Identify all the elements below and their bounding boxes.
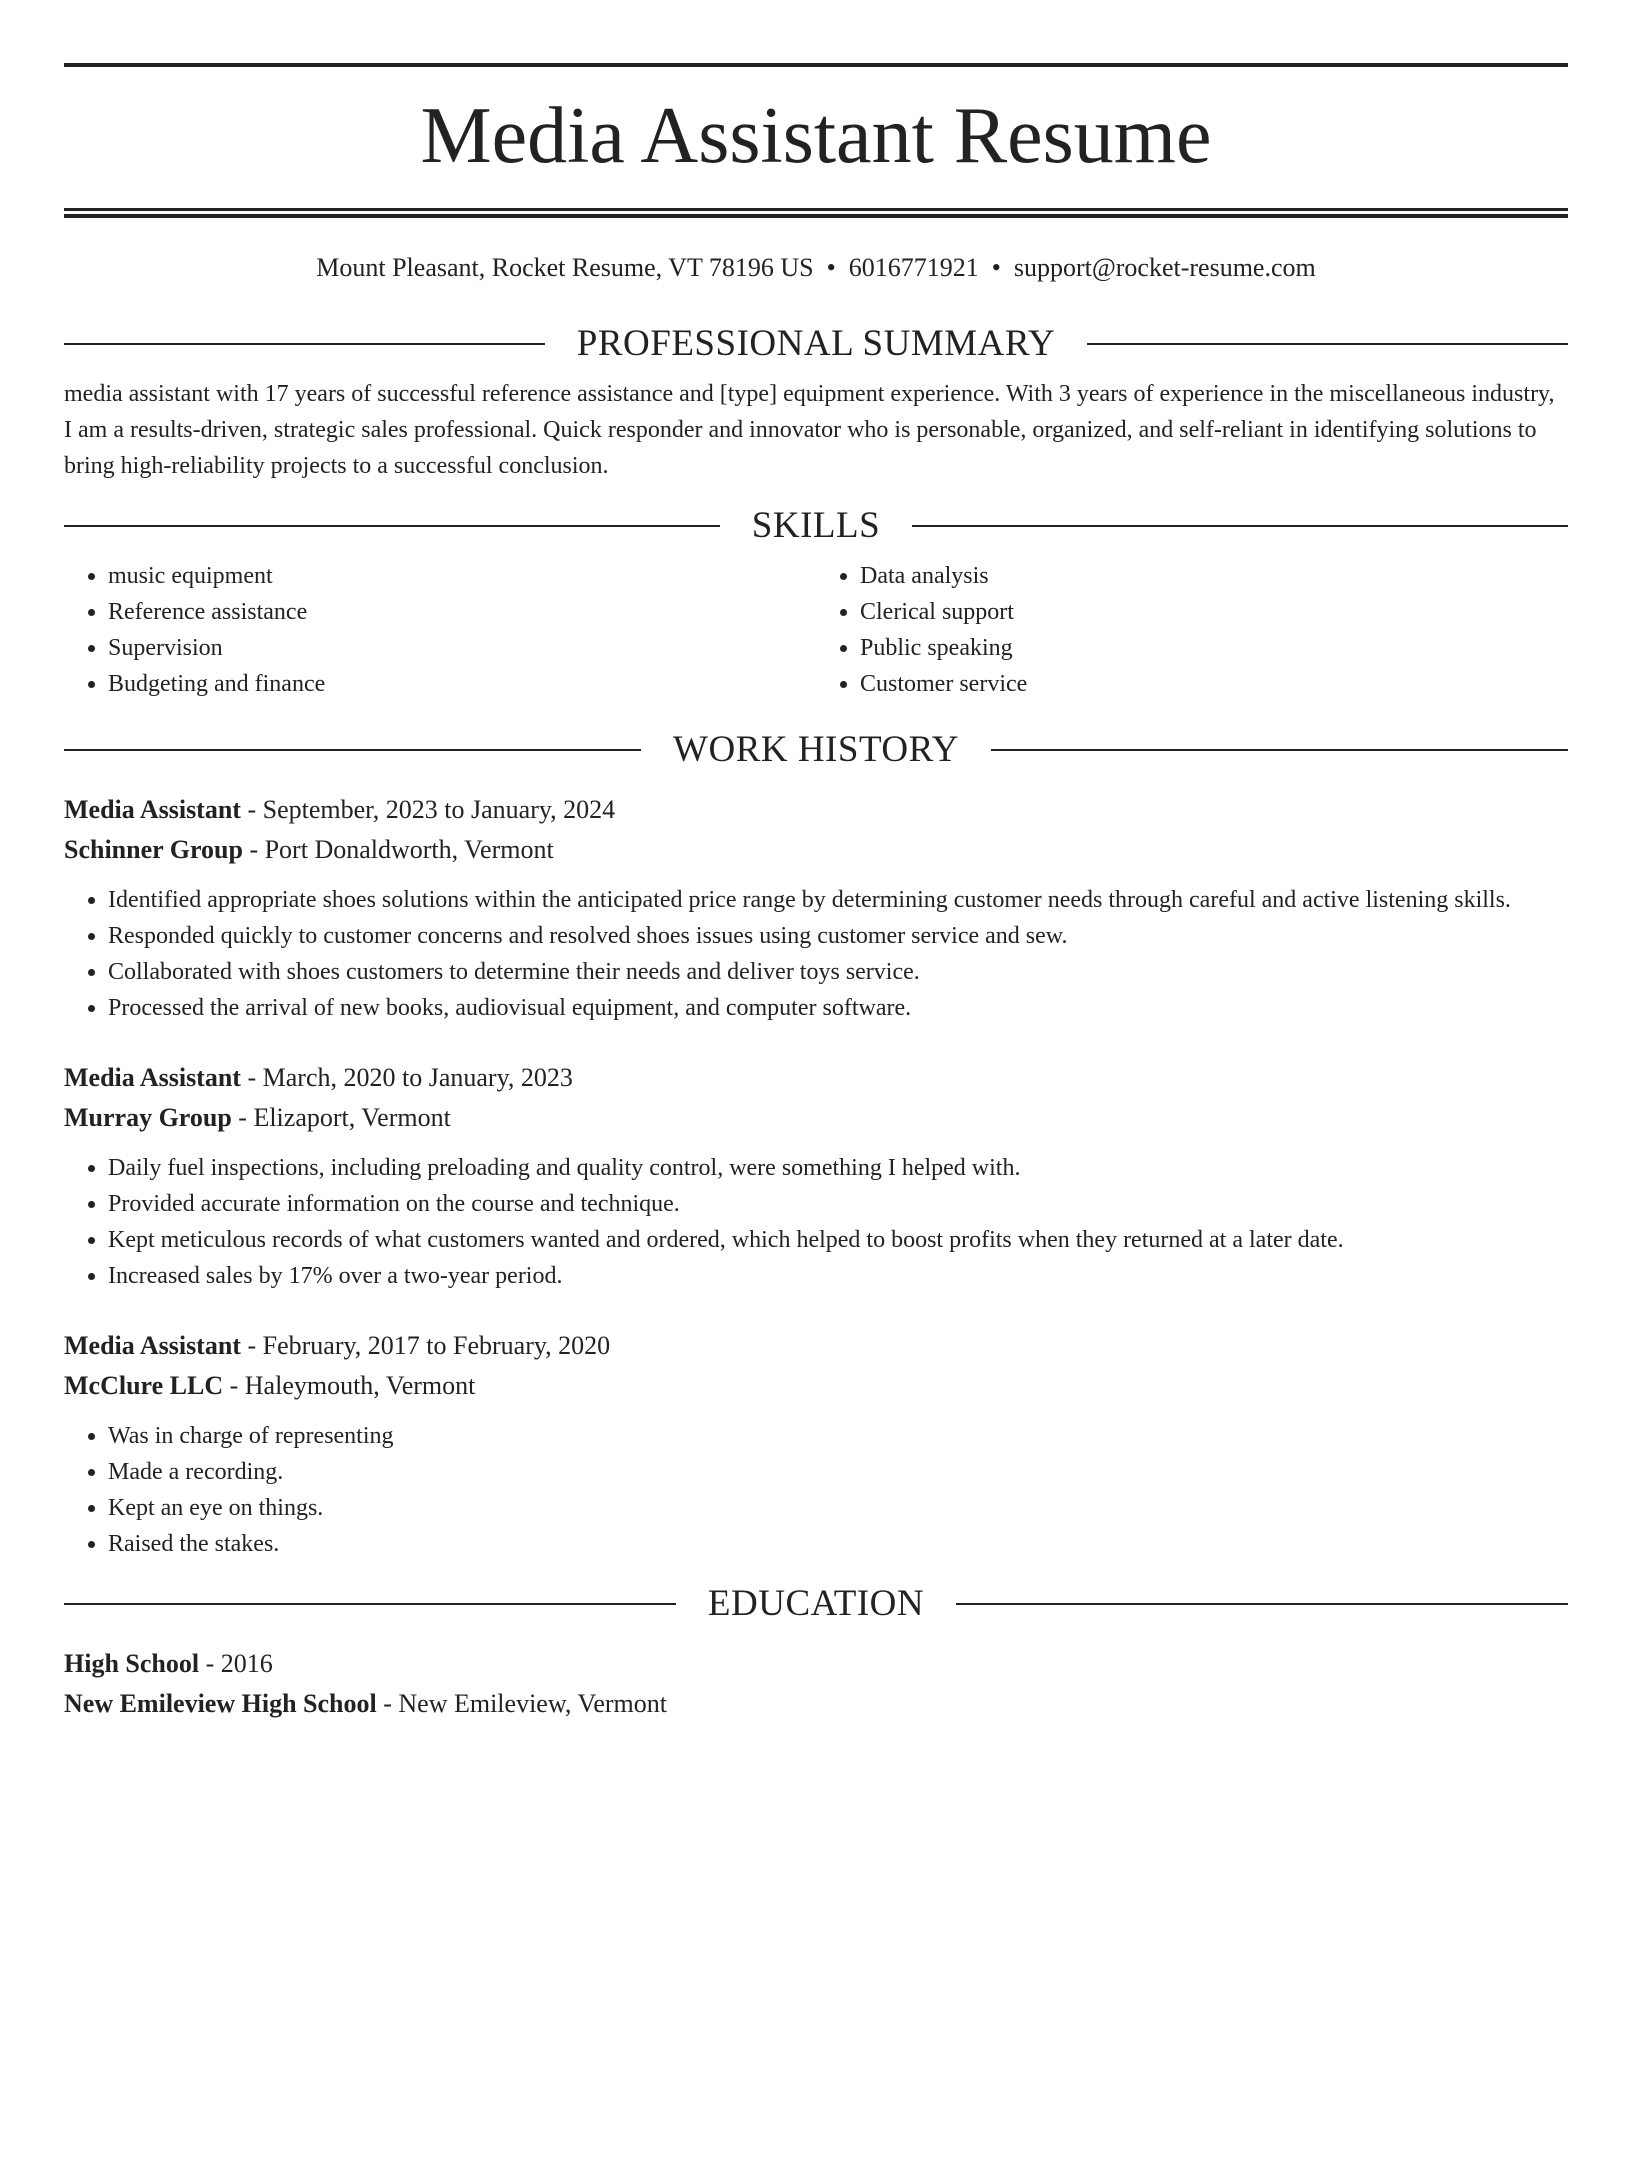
title-double-rule [64, 208, 1568, 218]
heading-rule-left [64, 1603, 676, 1605]
skill-item: • Supervision [108, 630, 816, 666]
skill-item: • Public speaking [860, 630, 1568, 666]
contact-separator: • [991, 253, 1001, 282]
education-degree-line [64, 1644, 1568, 1684]
section-title: PROFESSIONAL SUMMARY [576, 323, 1056, 364]
job-entry [64, 1058, 1568, 1294]
skill-item: • Customer service [860, 666, 1568, 702]
page-title: Media Assistant Resume [420, 92, 1212, 180]
resume-page [0, 63, 1632, 2175]
section-heading-skills [64, 504, 1568, 548]
job-bullet: • Processed the arrival of new books, audiovisual equipment, and computer software. [108, 990, 1568, 1026]
heading-rule-right [991, 749, 1568, 751]
education-degree: High School [64, 1649, 200, 1678]
contact-separator: • [826, 253, 836, 282]
summary-text: media assistant with 17 years of successful reference assistance and [type] equipment experience. With 3 years of experience in the miscellaneous industry, I am a results-driven, strategic sales professional. Quick responder and innovator who is personable, organized, and self-reliant in identifying solutions to bring high-reliability projects to a successful conclusion. [64, 381, 1555, 479]
job-bullet: • Was in charge of representing [108, 1418, 1568, 1454]
heading-rule-left [64, 525, 720, 527]
heading-rule-right [1087, 343, 1568, 345]
education-year: - 2016 [199, 1649, 273, 1678]
job-company: Schinner Group [64, 835, 243, 864]
skills-column-left [64, 558, 816, 702]
job-bullet: • Daily fuel inspections, including preloading and quality control, were something I helped with. [108, 1150, 1568, 1186]
job-bullet: • Made a recording. [108, 1454, 1568, 1490]
job-title-line [64, 790, 1568, 830]
job-dates: - March, 2020 to January, 2023 [240, 1063, 573, 1092]
section-heading-education [64, 1582, 1568, 1626]
contact-phone: 6016771921 [848, 253, 979, 282]
job-company-line [64, 1366, 1568, 1406]
skill-item: • Budgeting and finance [108, 666, 816, 702]
education-entry [64, 1644, 1568, 1724]
heading-rule-left [64, 343, 545, 345]
job-dates: - September, 2023 to January, 2024 [240, 795, 616, 824]
job-bullet: • Identified appropriate shoes solutions within the anticipated price range by determining customer needs through careful and active listening skills. [108, 882, 1568, 918]
job-bullets [64, 1150, 1568, 1294]
job-location: - Elizaport, Vermont [231, 1103, 451, 1132]
heading-rule-left [64, 749, 641, 751]
contact-address: Mount Pleasant, Rocket Resume, VT 78196 US [316, 253, 814, 282]
job-bullet: • Responded quickly to customer concerns and resolved shoes issues using customer service and sew. [108, 918, 1568, 954]
education-school-line [64, 1684, 1568, 1724]
job-bullet: • Kept meticulous records of what customers wanted and ordered, which helped to boost profits when they returned at a later date. [108, 1222, 1568, 1258]
skill-item: • Data analysis [860, 558, 1568, 594]
job-bullet: • Provided accurate information on the course and technique. [108, 1186, 1568, 1222]
section-title: SKILLS [751, 505, 881, 546]
heading-rule-right [912, 525, 1568, 527]
section-heading-work-history [64, 728, 1568, 772]
heading-rule-right [956, 1603, 1568, 1605]
job-location: - Port Donaldworth, Vermont [242, 835, 554, 864]
job-title: Media Assistant [64, 1063, 241, 1092]
job-company-line [64, 1098, 1568, 1138]
section-heading-summary [64, 322, 1568, 366]
job-company-line [64, 830, 1568, 870]
job-bullet: • Increased sales by 17% over a two-year period. [108, 1258, 1568, 1294]
contact-email: support@rocket-resume.com [1013, 253, 1316, 282]
job-entry [64, 790, 1568, 1026]
job-title-line [64, 1326, 1568, 1366]
job-company: McClure LLC [64, 1371, 224, 1400]
section-title: WORK HISTORY [673, 729, 959, 770]
job-company: Murray Group [64, 1103, 232, 1132]
job-title: Media Assistant [64, 795, 241, 824]
education-school: New Emileview High School [64, 1689, 377, 1718]
education-location: - New Emileview, Vermont [376, 1689, 667, 1718]
job-bullets [64, 882, 1568, 1026]
job-dates: - February, 2017 to February, 2020 [240, 1331, 611, 1360]
skill-item: • Clerical support [860, 594, 1568, 630]
job-title-line [64, 1058, 1568, 1098]
skill-item: • Reference assistance [108, 594, 816, 630]
contact-line [64, 248, 1568, 288]
job-title: Media Assistant [64, 1331, 241, 1360]
section-title: EDUCATION [707, 1583, 925, 1624]
skill-item: • music equipment [108, 558, 816, 594]
skills-column-right [816, 558, 1568, 702]
job-bullet: • Kept an eye on things. [108, 1490, 1568, 1526]
job-bullets [64, 1418, 1568, 1562]
skills-list [64, 558, 1568, 702]
job-bullet: • Collaborated with shoes customers to determine their needs and deliver toys service. [108, 954, 1568, 990]
job-bullet: • Raised the stakes. [108, 1526, 1568, 1562]
job-location: - Haleymouth, Vermont [223, 1371, 476, 1400]
job-entry [64, 1326, 1568, 1562]
